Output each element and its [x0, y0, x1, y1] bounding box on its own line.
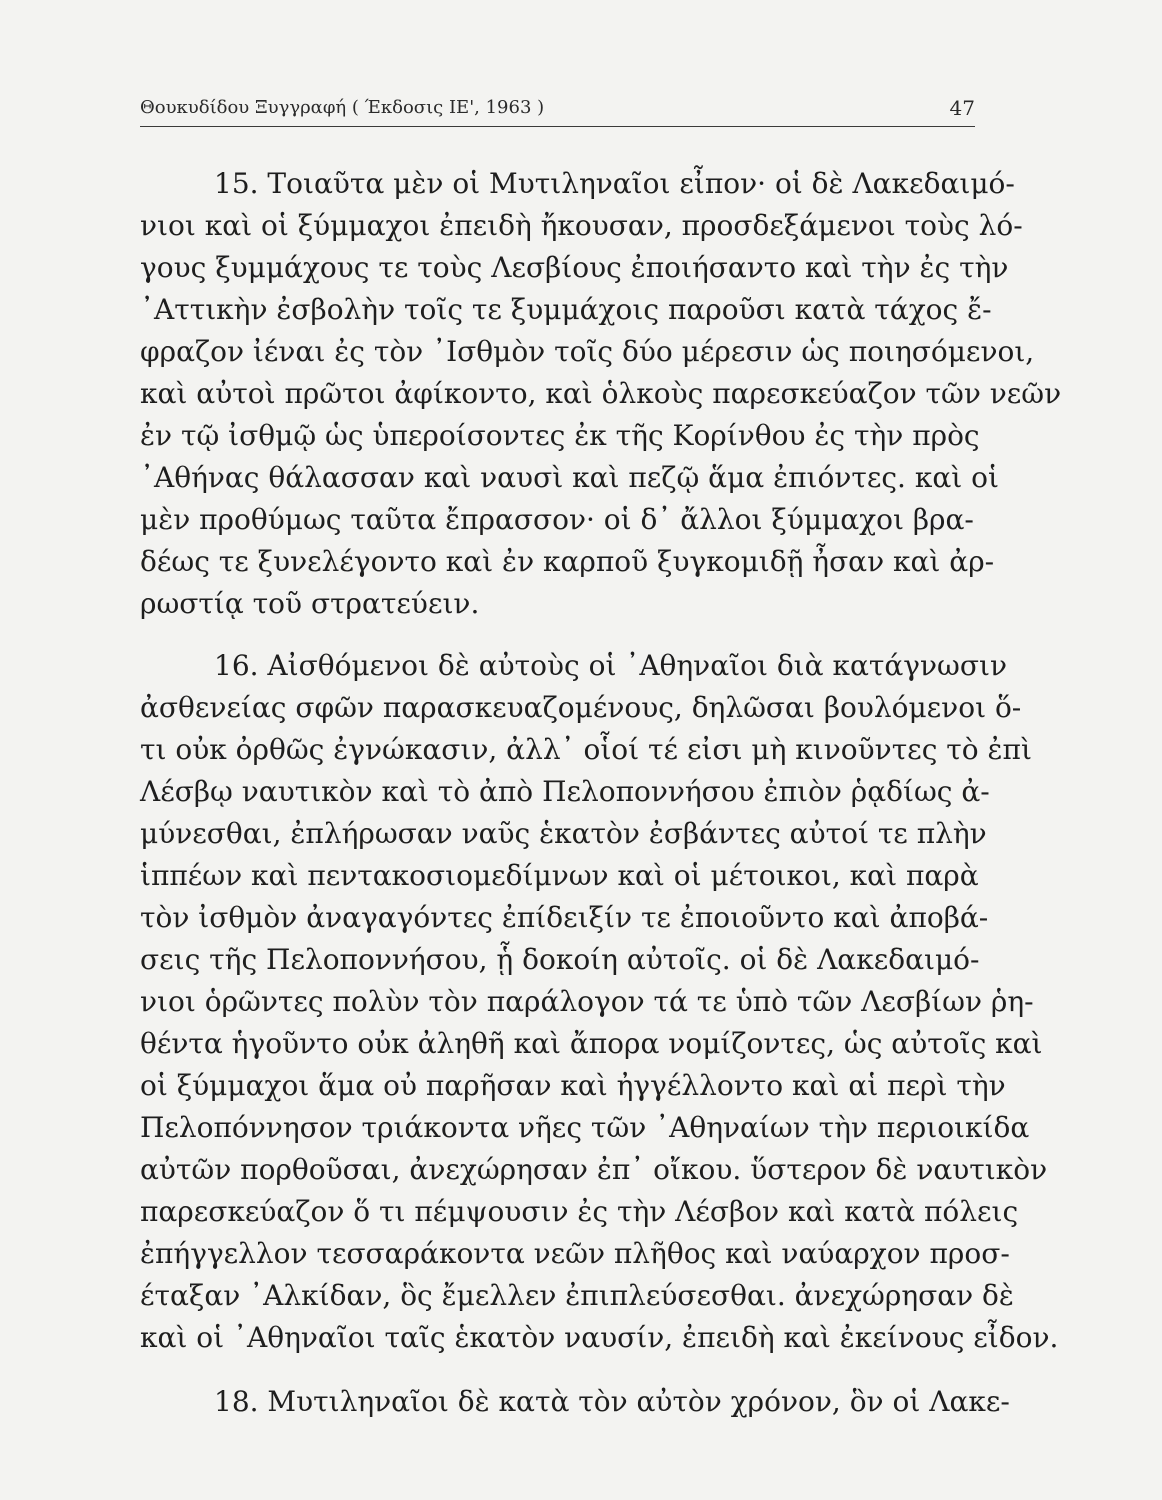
text-line: ἀσθενείας σφῶν παρασκευαζομένους, δηλῶσαι βουλόμενοι ὅ-	[140, 691, 1022, 724]
text-line: μύνεσθαι, ἐπλήρωσαν ναῦς ἑκατὸν ἐσβάντες αὐτοί τε πλὴν	[140, 817, 987, 850]
text-line: οἱ ξύμμαχοι ἅμα οὐ παρῆσαν καὶ ἠγγέλλοντο καὶ αἱ περὶ τὴν	[140, 1069, 1006, 1102]
text-line: ρωστίᾳ τοῦ στρατεύειν.	[140, 587, 480, 620]
text-line: τὸν ἰσθμὸν ἀναγαγόντες ἐπίδειξίν τε ἐποιοῦντο καὶ ἀποβά-	[140, 901, 989, 934]
text-line: ἐπήγγελλον τεσσαράκοντα νεῶν πλῆθος καὶ ναύαρχον προσ-	[140, 1237, 1010, 1270]
text-line: καὶ αὐτοὶ πρῶτοι ἀφίκοντο, καὶ ὁλκοὺς παρεσκεύαζον τῶν νεῶν	[140, 377, 1062, 410]
text-line: ἱππέων καὶ πεντακοσιομεδίμνων καὶ οἱ μέτοικοι, καὶ παρὰ	[140, 859, 979, 892]
header-title: Θουκυδίδου Ξυγγραφή ( Έκδοσις ΙΕ', 1963 )	[140, 97, 545, 118]
page-number: 47	[949, 96, 975, 120]
text-line: ἐν τῷ ἰσθμῷ ὡς ὑπεροίσοντες ἐκ τῆς Κορίνθου ἐς τὴν πρὸς	[140, 419, 980, 452]
text-line: παρεσκεύαζον ὅ τι πέμψουσιν ἐς τὴν Λέσβον καὶ κατὰ πόλεις	[140, 1195, 1019, 1228]
text-line: 16. Αἰσθόμενοι δὲ αὐτοὺς οἱ ᾿Αθηναῖοι διὰ κατάγνωσιν	[214, 649, 1007, 682]
text-line: δέως τε ξυνελέγοντο καὶ ἐν καρποῦ ξυγκομιδῇ ἦσαν καὶ ἀρ-	[140, 545, 995, 578]
text-line: νιοι ὁρῶντες πολὺν τὸν παράλογον τά τε ὑπὸ τῶν Λεσβίων ῥη-	[140, 985, 1034, 1018]
text-line: 15. Τοιαῦτα μὲν οἱ Μυτιληναῖοι εἶπον· οἱ δὲ Λακεδαιμό-	[214, 167, 1015, 200]
text-line: Λέσβῳ ναυτικὸν καὶ τὸ ἀπὸ Πελοποννήσου ἐπιὸν ῥᾳδίως ἀ-	[140, 775, 990, 808]
text-line: θέντα ἡγοῦντο οὐκ ἀληθῆ καὶ ἄπορα νομίζοντες, ὡς αὐτοῖς καὶ	[140, 1027, 1043, 1060]
header-rule	[140, 126, 975, 127]
text-line: τι οὐκ ὀρθῶς ἐγνώκασιν, ἀλλ᾿ οἷοί τέ εἰσι μὴ κινοῦντες τὸ ἐπὶ	[140, 733, 1032, 766]
running-header	[140, 96, 975, 126]
text-line: 18. Μυτιληναῖοι δὲ κατὰ τὸν αὐτὸν χρόνον, ὃν οἱ Λακε-	[214, 1385, 1010, 1418]
text-line: μὲν προθύμως ταῦτα ἔπρασσον· οἱ δ᾿ ἄλλοι ξύμμαχοι βρα-	[140, 503, 974, 536]
text-line: νιοι καὶ οἱ ξύμμαχοι ἐπειδὴ ἤκουσαν, προσδεξάμενοι τοὺς λό-	[140, 209, 1023, 242]
text-line: έταξαν ᾿Αλκίδαν, ὃς ἔμελλεν ἐπιπλεύσεσθαι. ἀνεχώρησαν δὲ	[140, 1279, 1014, 1312]
text-line: ᾿Αττικὴν ἐσβολὴν τοῖς τε ξυμμάχοις παροῦσι κατὰ τάχος ἔ-	[140, 293, 992, 326]
text-line: καὶ οἱ ᾿Αθηναῖοι ταῖς ἑκατὸν ναυσίν, ἐπειδὴ καὶ ἐκείνους εἶδον.	[140, 1321, 1059, 1354]
text-line: ᾿Αθήνας θάλασσαν καὶ ναυσὶ καὶ πεζῷ ἅμα ἐπιόντες. καὶ οἱ	[140, 461, 999, 494]
text-line: αὐτῶν πορθοῦσαι, ἀνεχώρησαν ἐπ᾿ οἴκου. ὕστερον δὲ ναυτικὸν	[140, 1153, 1048, 1186]
text-line: σεις τῆς Πελοποννήσου, ᾗ δοκοίη αὐτοῖς. οἱ δὲ Λακεδαιμό-	[140, 943, 980, 976]
text-line: φραζον ἰέναι ἐς τὸν ᾿Ισθμὸν τοῖς δύο μέρεσιν ὡς ποιησόμενοι,	[140, 335, 1035, 368]
text-line: γους ξυμμάχους τε τοὺς Λεσβίους ἐποιήσαντο καὶ τὴν ἐς τὴν	[140, 251, 1009, 284]
text-line: Πελοπόννησον τριάκοντα νῆες τῶν ᾿Αθηναίων τὴν περιοικίδα	[140, 1111, 1030, 1144]
